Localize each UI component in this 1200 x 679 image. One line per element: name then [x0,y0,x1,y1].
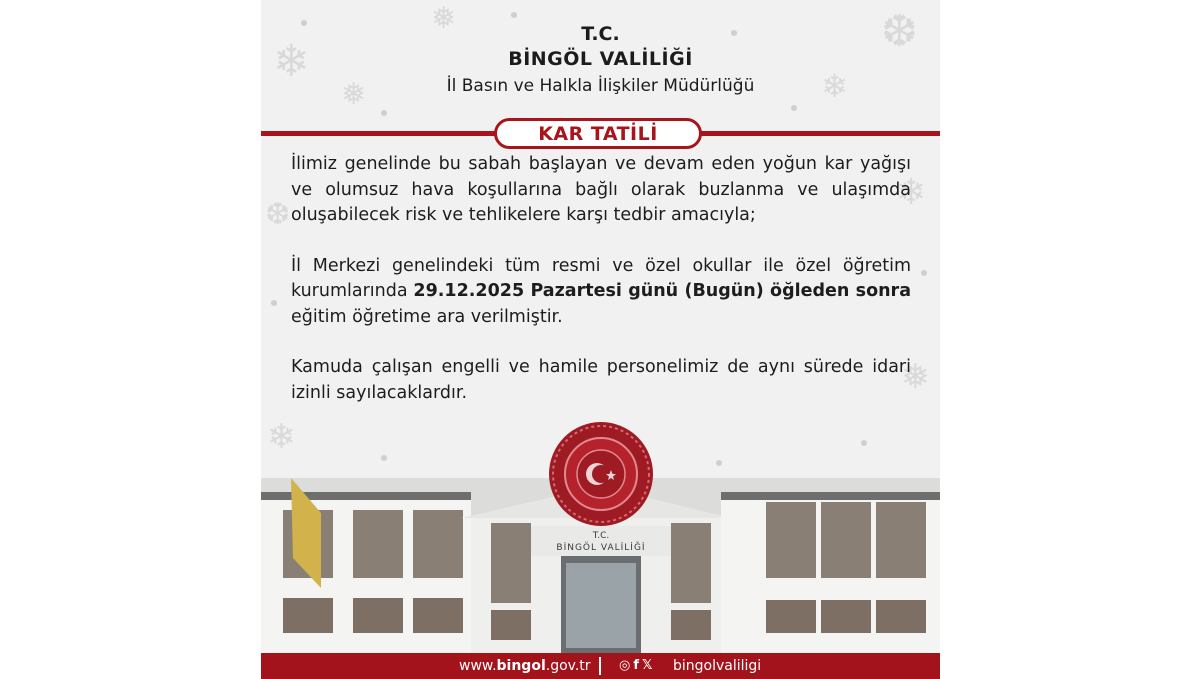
snowflake-icon: ❄ [821,67,848,105]
paragraph-1: İlimiz genelinde bu sabah başlayan ve devam eden yoğun kar yağışı ve olumsuz hava koşullarına bağlı olarak buzlanma ve ulaşımda oluşabilecek risk ve tehlikelere karşı tedbir amacıyla; [291,154,911,225]
social-handle[interactable]: bingolvaliligi [673,658,762,674]
snowflake-icon: ❆ [881,6,918,57]
social-icons [619,653,652,679]
title-badge: KAR TATİLİ [494,118,702,149]
header [261,22,940,98]
footer-bar [261,653,940,679]
snowflake-icon: ❄ [267,417,296,457]
paragraph-3: Kamuda çalışan engelli ve hamile personelimiz de aynı sürede idari izinli sayılacaklardır. [291,357,911,403]
building-sign-tc: T.C. [592,531,610,541]
snowflake-icon: ❆ [265,197,291,232]
header-governorship: BİNGÖL VALİLİĞİ [508,48,693,70]
website-link[interactable]: www.bingol.gov.tr [459,658,591,674]
paragraph-2-emphasis: 29.12.2025 Pazartesi günü (Bugün) öğleden sonra [413,281,912,301]
announcement-body [291,152,911,431]
footer-divider [599,657,601,675]
x-icon[interactable]: 𝕏 [642,658,653,673]
instagram-icon[interactable]: ◎ [619,658,631,673]
header-tc: T.C. [581,23,620,45]
snowflake-icon: ❅ [901,357,930,397]
building-sign-name: BİNGÖL VALİLİĞİ [556,543,646,553]
snowflake-icon: ❅ [341,77,367,112]
paragraph-2: İl Merkezi genelindeki tüm resmi ve özel okullar ile özel öğretim kurumlarında 29.12.2025 Pazartesi günü (Bugün) öğleden sonra eğitim öğretime ara verilmiştir. [291,255,912,327]
snowflake-icon: ❅ [431,1,457,36]
announcement-card [261,0,940,679]
governorship-seal-icon [547,420,655,528]
snowflake-icon: ❄ [896,172,927,213]
header-department: İl Basın ve Halkla İlişkiler Müdürlüğü [446,76,755,96]
snowflake-icon: ❄ [273,36,310,87]
facebook-icon[interactable]: f [633,658,639,673]
